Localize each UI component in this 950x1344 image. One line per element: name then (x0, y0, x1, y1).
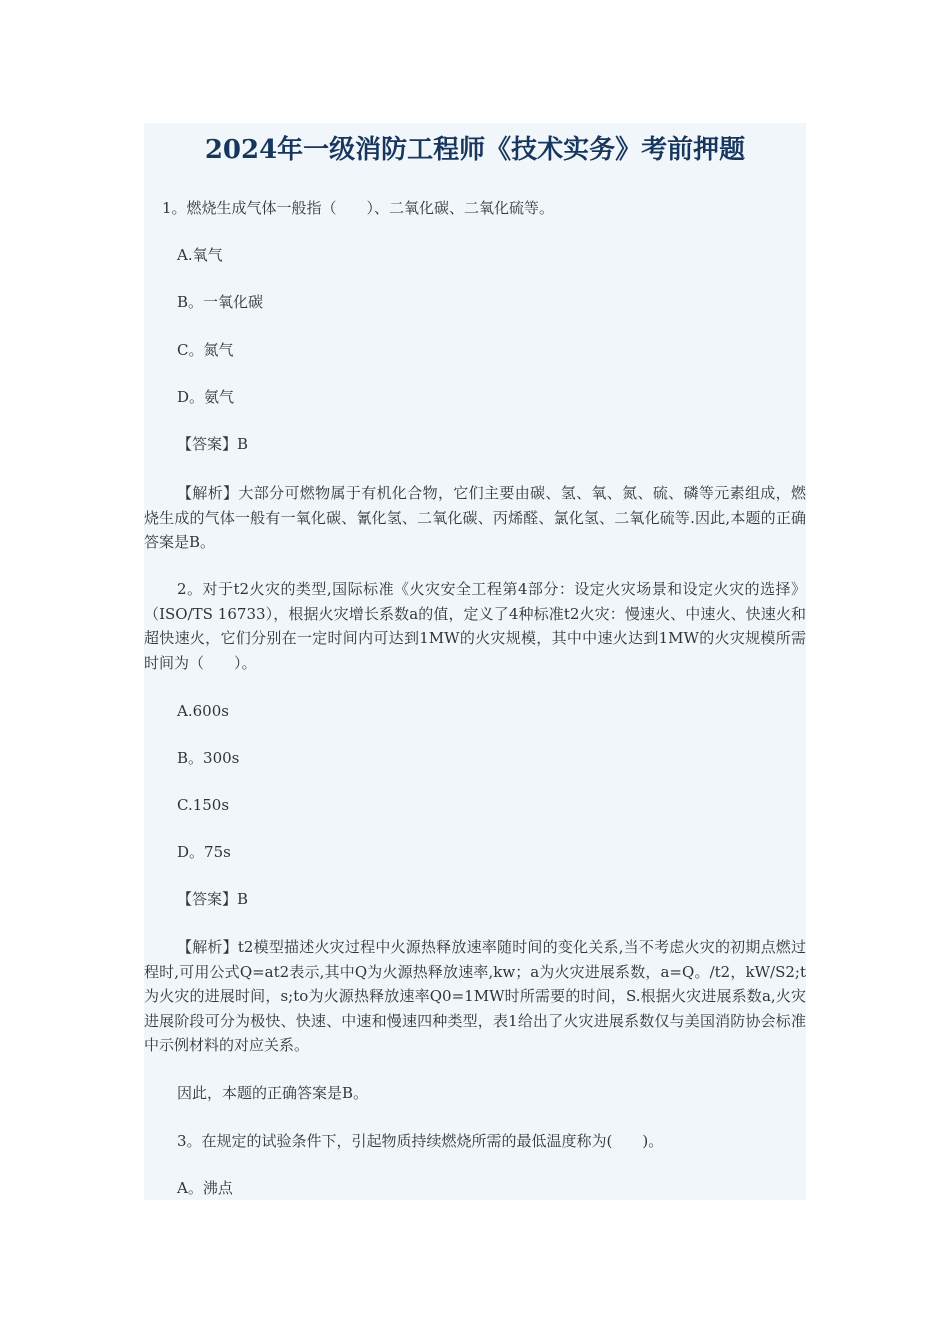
document-title: 2024年一级消防工程师《技术实务》考前押题 (204, 135, 746, 165)
question-2-option-a: A.600s (177, 702, 229, 720)
question-1-option-a: A.氧气 (177, 246, 223, 264)
question-2-option-d: D。75s (177, 843, 231, 861)
question-2-answer: 【答案】B (177, 890, 249, 908)
question-2-option-c: C.150s (177, 796, 230, 814)
question-3-option-a: A。沸点 (177, 1179, 233, 1197)
question-1-analysis: 【解析】大部分可燃物属于有机化合物，它们主要由碳、氢、氧、氮、硫、磷等元素组成，燃烧生成的气体一般有一氧化碳、氰化氢、二氧化碳、丙烯醛、氯化氢、二氧化硫等.因此,本题的正确答案是B。 (144, 484, 806, 551)
question-1-answer: 【答案】B (177, 435, 249, 453)
question-3-stem: 3。在规定的试验条件下，引起物质持续燃烧所需的最低温度称为( )。 (177, 1132, 664, 1150)
question-1-stem: 1。燃烧生成气体一般指（ ）、二氧化碳、二氧化硫等。 (162, 199, 555, 217)
question-1-option-c: C。氮气 (177, 341, 234, 359)
question-2-option-b: B。300s (177, 749, 240, 767)
question-1-option-d: D。氨气 (177, 388, 235, 406)
question-2-analysis: 【解析】t2模型描述火灾过程中火源热释放速率随时间的变化关系,当不考虑火灾的初期点燃过程时,可用公式Q=at2表示,其中Q为火源热释放速率,kw；a为火灾进展系数，a=Q。/t2，kW/S2;t为火灾的进展时间，s;to为火源热释放速率Q0=1MW时所需要的时间，S.根据火灾进展系数a,火灾进展阶段可分为极快、快速、中速和慢速四种类型，表1给出了火灾进展系数仅与美国消防协会标准中示例材料的对应关系。 (144, 938, 806, 1054)
question-2-conclusion: 因此，本题的正确答案是B。 (177, 1084, 369, 1102)
question-1-option-b: B。一氧化碳 (177, 293, 264, 311)
question-2-stem: 2。对于t2火灾的类型,国际标准《火灾安全工程第4部分：设定火灾场景和设定火灾的选择》（ISO/TS 16733），根据火灾增长系数a的值，定义了4种标准t2火灾：慢速火、中速火、快速火和超快速火，它们分别在一定时间内可达到1MW的火灾规模，其中中速火达到1MW的火灾规模所需时间为（ ）。 (144, 580, 806, 672)
